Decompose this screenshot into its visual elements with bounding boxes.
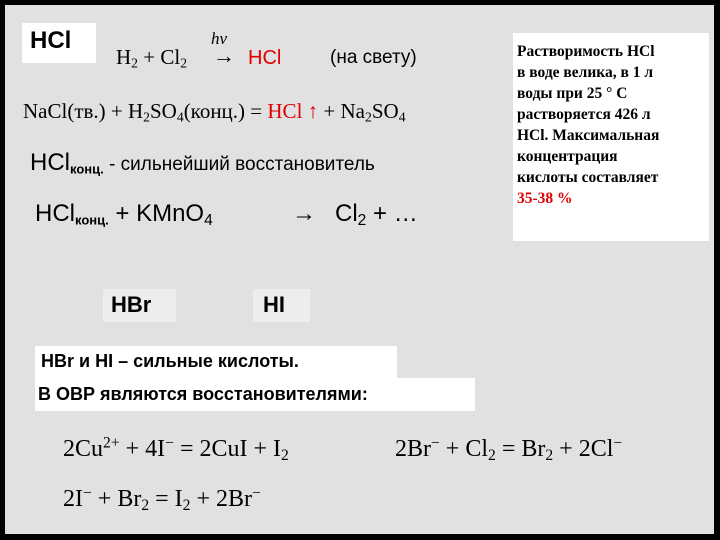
title-hcl: HCl — [30, 27, 72, 54]
note-highlight: 35-38 % — [517, 190, 573, 207]
equation-cu-iodide — [63, 434, 289, 464]
eq2-part-d: + Na — [318, 99, 365, 123]
eq2-part-c: (конц.) = — [183, 99, 268, 123]
eq2-part-b: SO — [150, 99, 177, 123]
equation-iodide — [63, 484, 261, 514]
equation-synthesis — [116, 45, 188, 71]
eq2-hcl: HCl ↑ — [267, 99, 319, 123]
strong-acids-text: HBr и HI – сильные кислоты. — [41, 351, 299, 371]
eqi-s1: 2 — [141, 496, 150, 514]
kmno4-line — [35, 200, 213, 229]
eqbr-s1: 2 — [488, 446, 496, 464]
note-line: кислоты составляет — [517, 169, 659, 186]
eqcu-b: + 4I — [119, 436, 166, 462]
eq1-cl: + Cl — [138, 45, 181, 69]
eq2-part-e: SO — [371, 99, 399, 123]
line3-hcl: HCl — [30, 149, 70, 176]
eqbr-b: + Cl — [439, 436, 489, 462]
eqbr-a: 2Br — [395, 436, 431, 462]
eqi-sup2: − — [252, 484, 261, 502]
kmno4-product — [335, 200, 418, 229]
kmno4-arrow: → — [292, 201, 316, 227]
note-line: в воде велика, в 1 л — [517, 64, 654, 81]
equation-bromide — [395, 434, 623, 464]
note-line: Растворимость HCl — [517, 43, 655, 60]
line3-text: - сильнейший восстановитель — [103, 154, 375, 175]
light-symbol: hν — [211, 29, 228, 48]
eqcu-c: = 2CuI + I — [173, 436, 281, 462]
eq2-sub2: 4 — [176, 109, 184, 125]
eqi-s2: 2 — [182, 496, 191, 514]
eqbr-sup1: − — [431, 434, 440, 452]
eqbr-sup2: − — [613, 434, 623, 452]
line4-rest: + … — [366, 200, 418, 227]
eqcu-sup1: 2+ — [103, 434, 120, 452]
eqi-sup1: − — [83, 484, 92, 502]
eq1-sub: 2 — [131, 55, 138, 71]
eqi-d: + 2Br — [190, 486, 253, 512]
eq1-h: H — [116, 45, 132, 69]
line4-hcl: HCl — [35, 200, 75, 227]
eqbr-c: = Br — [495, 436, 546, 462]
line3-sub: конц. — [70, 161, 104, 177]
note-line: концентрация — [517, 148, 618, 165]
eq2-sub4: 4 — [398, 109, 406, 125]
eqi-a: 2I — [63, 486, 83, 512]
equation-nacl — [23, 99, 406, 125]
line4-kmno: + KMnO — [108, 200, 205, 227]
eqcu-sup2: − — [165, 434, 174, 452]
eq2-part-a: NaCl(тв.) + H — [23, 99, 144, 123]
slide — [5, 5, 714, 534]
line4-sub: конц. — [75, 212, 109, 228]
note-line: HCl. Максимальная — [517, 127, 660, 144]
eqcu-a: 2Cu — [63, 436, 104, 462]
note-line: растворяется 426 л — [517, 106, 651, 123]
eq1-product: HCl — [248, 47, 282, 69]
line4-sub2: 2 — [357, 211, 367, 229]
eqi-b: + Br — [91, 486, 142, 512]
line4-cl: Cl — [335, 200, 358, 227]
eqcu-sub: 2 — [281, 446, 289, 464]
eq2-sub1: 2 — [143, 109, 150, 125]
solubility-note — [513, 33, 709, 241]
strongest-reducer-line — [30, 151, 375, 175]
eqbr-d: + 2Cl — [553, 436, 614, 462]
eq1-sub-cl: 2 — [180, 55, 188, 71]
hbr-label: HBr — [111, 292, 152, 317]
line4-sub4: 4 — [204, 211, 213, 229]
redox-text: В ОВР являются восстановителями: — [38, 384, 368, 404]
reaction-arrow: → — [213, 43, 235, 68]
eq2-sub3: 2 — [365, 109, 372, 125]
eq1-condition: (на свету) — [330, 47, 417, 68]
eqbr-s2: 2 — [545, 446, 554, 464]
note-line: воды при 25 ° C — [517, 85, 628, 102]
eqi-c: = I — [149, 486, 183, 512]
hi-label: HI — [263, 292, 285, 317]
